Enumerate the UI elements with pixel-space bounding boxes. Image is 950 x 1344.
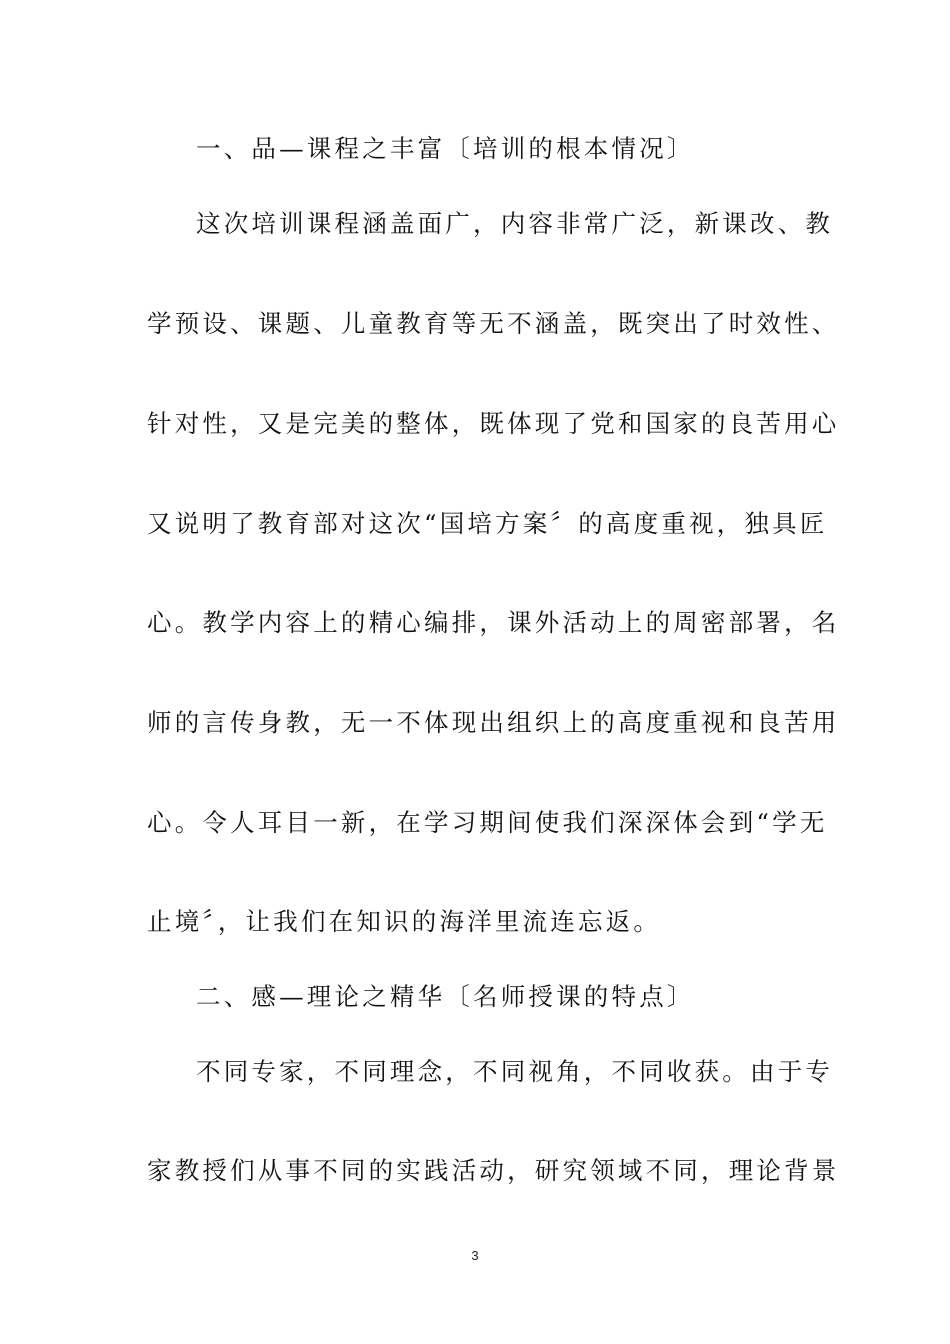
section-heading-1: 一、品—课程之丰富〔培训的根本情况〕 [196, 134, 695, 163]
paragraph-line: 这次培训课程涵盖面广，内容非常广泛，新课改、教 [196, 209, 834, 238]
paragraph-line: 师的言传身教，无一不体现出组织上的高度重视和良苦用 [147, 708, 840, 737]
paragraph-line: 止境〞，让我们在知识的海洋里流连忘返。 [147, 907, 662, 936]
paragraph-line: 又说明了教育部对这次“国培方案〞的高度重视，独具匠 [147, 509, 828, 538]
paragraph-line: 针对性，又是完美的整体，既体现了党和国家的良苦用心 [147, 409, 840, 438]
paragraph-line: 心。令人耳目一新，在学习期间使我们深深体会到“学无 [147, 808, 828, 837]
paragraph-line: 家教授们从事不同的实践活动，研究领域不同，理论背景 [147, 1156, 840, 1185]
paragraph-line: 学预设、课题、儿童教育等无不涵盖，既突出了时效性、 [147, 309, 840, 338]
paragraph-line: 心。教学内容上的精心编排，课外活动上的周密部署，名 [147, 608, 840, 637]
page-number: 3 [471, 1248, 479, 1263]
section-heading-2: 二、感—理论之精华〔名师授课的特点〕 [196, 982, 695, 1011]
paragraph-line: 不同专家，不同理念，不同视角，不同收获。由于专 [196, 1057, 834, 1086]
